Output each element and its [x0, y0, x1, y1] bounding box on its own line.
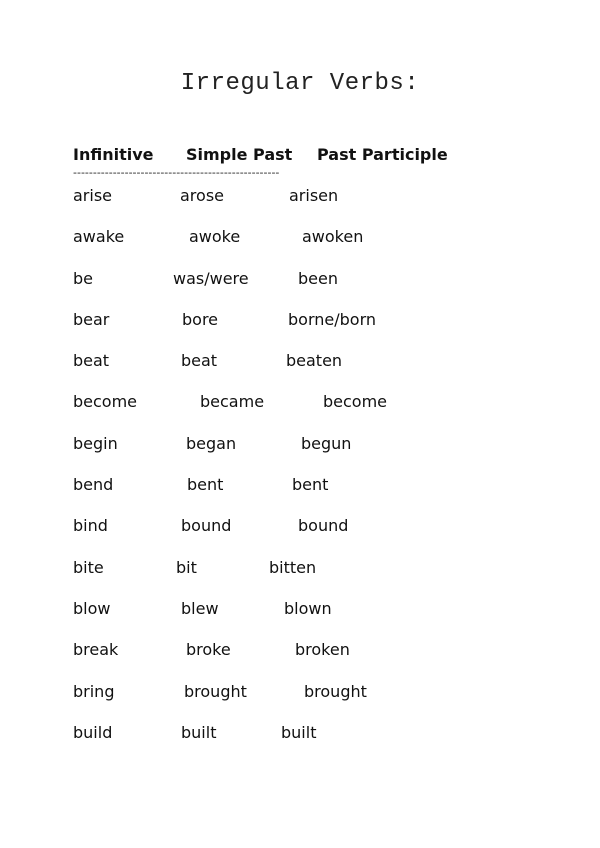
cell-infinitive: bend [73, 475, 114, 495]
cell-simple-past: beat [181, 351, 218, 371]
table-row [73, 269, 553, 310]
cell-infinitive: arise [73, 186, 113, 205]
cell-past-participle: awoken [302, 227, 364, 247]
table-row [73, 310, 553, 351]
cell-infinitive: bite [73, 557, 104, 577]
header-infinitive: Infinitive [73, 145, 154, 164]
cell-simple-past: arose [180, 186, 224, 205]
cell-infinitive: build [73, 722, 113, 742]
cell-past-participle: been [298, 268, 338, 288]
cell-past-participle: bound [298, 516, 349, 536]
cell-past-participle: brought [304, 681, 367, 701]
cell-simple-past: bound [181, 516, 232, 536]
table-row [73, 558, 553, 599]
header-simple-past: Simple Past [186, 145, 293, 164]
cell-infinitive: blow [73, 598, 111, 618]
cell-past-participle: bitten [269, 557, 317, 577]
cell-infinitive: become [73, 392, 138, 412]
cell-infinitive: bring [73, 681, 115, 701]
table-row [73, 227, 553, 268]
cell-infinitive: bind [73, 516, 108, 536]
cell-past-participle: become [323, 392, 388, 412]
cell-simple-past: blew [181, 598, 219, 618]
cell-past-participle: built [281, 722, 317, 742]
cell-simple-past: brought [184, 681, 247, 701]
cell-simple-past: bore [182, 309, 219, 329]
cell-infinitive: break [73, 640, 119, 660]
verb-rows [73, 186, 553, 764]
cell-past-participle: blown [284, 598, 332, 618]
cell-past-participle: begun [301, 433, 352, 453]
header-past-participle: Past Participle [317, 145, 448, 164]
table-row [73, 723, 553, 764]
cell-simple-past: awoke [189, 227, 241, 247]
table-row [73, 351, 553, 392]
cell-simple-past: bent [187, 475, 224, 495]
table-row [73, 434, 553, 475]
table-row [73, 516, 553, 557]
cell-simple-past: bit [176, 557, 197, 577]
cell-past-participle: borne/born [288, 309, 376, 329]
header-divider: ---------------------------------------------------- [73, 166, 280, 179]
cell-simple-past: broke [186, 640, 231, 660]
cell-simple-past: began [186, 433, 237, 453]
cell-simple-past: was/were [173, 268, 249, 288]
cell-simple-past: became [200, 392, 265, 412]
page-title: Irregular Verbs: [180, 70, 420, 97]
cell-past-participle: broken [295, 640, 350, 660]
cell-infinitive: begin [73, 433, 118, 453]
cell-past-participle: arisen [289, 186, 339, 205]
cell-past-participle: beaten [286, 351, 343, 371]
cell-infinitive: bear [73, 309, 110, 329]
cell-infinitive: be [73, 268, 93, 288]
cell-infinitive: awake [73, 227, 125, 247]
table-row [73, 475, 553, 516]
table-row [73, 392, 553, 433]
table-row [73, 599, 553, 640]
cell-simple-past: built [181, 722, 217, 742]
table-row [73, 640, 553, 681]
cell-infinitive: beat [73, 351, 110, 371]
cell-past-participle: bent [292, 475, 329, 495]
table-row [73, 186, 553, 227]
table-row [73, 682, 553, 723]
